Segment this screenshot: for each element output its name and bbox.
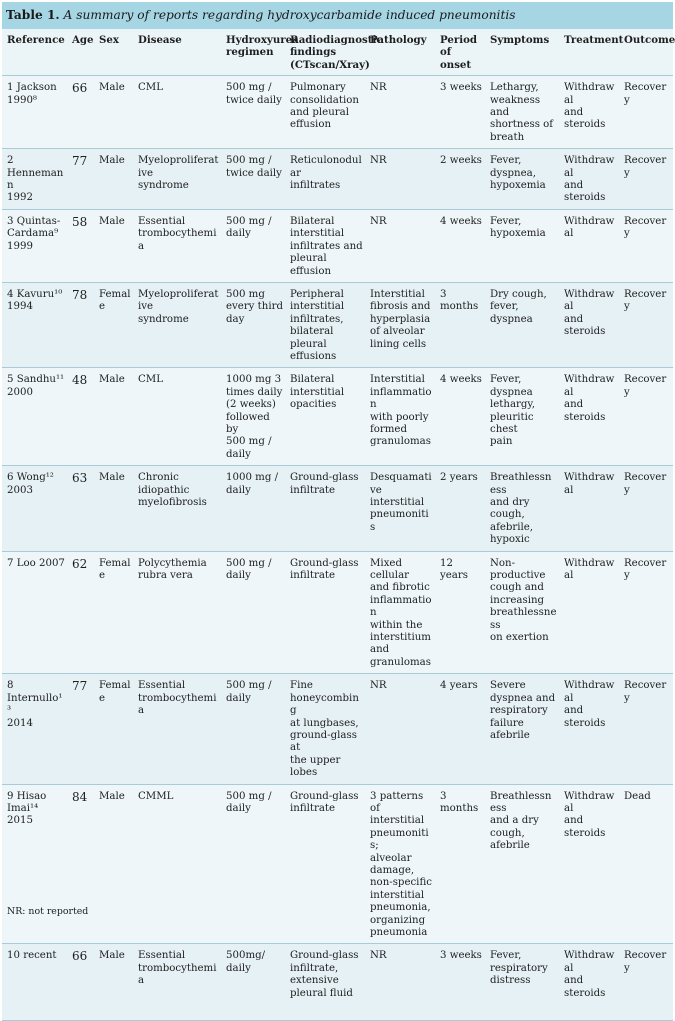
cell-reference: 3 Quintas- Cardama⁹ 1999 [2, 209, 67, 282]
cell-symptoms: Fever, dyspnea, hypoxemia [485, 149, 559, 210]
cell-regimen: 1000 mg 3 times daily (2 weeks) followed by 500 mg / daily [221, 368, 285, 466]
cell-regimen: 500 mg every third day [221, 282, 285, 367]
cell-outcome: Dead [619, 784, 673, 944]
cell-treatment: Withdrawal and steroids [559, 944, 619, 1021]
cell-treatment: Withdrawal and steroids [559, 76, 619, 149]
table-row [2, 209, 673, 282]
table-row [2, 551, 673, 674]
cell-treatment: Withdrawal and steroids [559, 784, 619, 944]
table-row [2, 944, 673, 1021]
cell-sex: Male [94, 209, 133, 282]
cell-sex: Male [94, 784, 133, 944]
cell-regimen: 500 mg / twice daily [221, 149, 285, 210]
cell-reference: 1 Jackson 1990⁸ [2, 76, 67, 149]
col-header-onset: Period of onset [435, 29, 485, 76]
cell-age: 63 [67, 466, 94, 551]
cell-treatment: Withdrawal and steroids [559, 368, 619, 466]
cell-outcome: Recovery [619, 674, 673, 784]
cell-onset: 3 weeks [435, 944, 485, 1021]
cell-sex: Male [94, 368, 133, 466]
cell-disease: Myeloproliferative syndrome [133, 149, 221, 210]
cell-reference: 9 Hisao Imai¹⁴ 2015 [2, 784, 67, 944]
cell-symptoms: Fever, respiratory distress [485, 944, 559, 1021]
cell-onset: 2 weeks [435, 149, 485, 210]
cell-disease: CMML [133, 784, 221, 944]
cell-outcome: Recovery [619, 76, 673, 149]
table-row [2, 674, 673, 784]
cell-outcome: Recovery [619, 551, 673, 674]
cell-age: 78 [67, 282, 94, 367]
summary-table [2, 29, 673, 1021]
cell-treatment: Withdrawal and steroids [559, 674, 619, 784]
cell-disease: Essential trombocythemia [133, 944, 221, 1021]
cell-disease: CML [133, 368, 221, 466]
cell-disease: Chronic idiopathic myelofibrosis [133, 466, 221, 551]
cell-treatment: Withdrawal and steroids [559, 282, 619, 367]
cell-onset: 3 months [435, 282, 485, 367]
cell-onset: 4 years [435, 674, 485, 784]
cell-findings: Bilateral interstitial opacities [285, 368, 365, 466]
cell-age: 77 [67, 674, 94, 784]
cell-outcome: Recovery [619, 368, 673, 466]
cell-findings: Reticulonodular infiltrates [285, 149, 365, 210]
cell-pathology: 3 patterns of interstitial pneumonitis; alveolar damage, non-specific interstitial pneumonia, organizing pneumonia [365, 784, 435, 944]
cell-reference: 10 recent [2, 944, 67, 1021]
cell-sex: Female [94, 674, 133, 784]
col-header-reference: Reference [2, 29, 67, 76]
cell-outcome: Recovery [619, 209, 673, 282]
cell-age: 77 [67, 149, 94, 210]
cell-onset: 3 months [435, 784, 485, 944]
table-label: Table 1. [6, 8, 60, 22]
col-header-outcome: Outcome [619, 29, 673, 76]
table-row [2, 784, 673, 944]
col-header-sex: Sex [94, 29, 133, 76]
cell-pathology: NR [365, 674, 435, 784]
cell-sex: Female [94, 551, 133, 674]
cell-findings: Peripheral interstitial infiltrates, bilateral pleural effusions [285, 282, 365, 367]
cell-onset: 2 years [435, 466, 485, 551]
cell-sex: Male [94, 944, 133, 1021]
cell-reference: 7 Loo 2007 [2, 551, 67, 674]
cell-treatment: Withdrawal [559, 466, 619, 551]
cell-regimen: 500mg/ daily [221, 944, 285, 1021]
cell-onset: 3 weeks [435, 76, 485, 149]
col-header-disease: Disease [133, 29, 221, 76]
cell-symptoms: Dry cough, fever, dyspnea [485, 282, 559, 367]
cell-onset: 4 weeks [435, 368, 485, 466]
cell-outcome: Recovery [619, 149, 673, 210]
cell-onset: 12 years [435, 551, 485, 674]
cell-findings: Pulmonary consolidation and pleural effusion [285, 76, 365, 149]
col-header-pathology: Pathology [365, 29, 435, 76]
cell-reference: 2 Hennemann 1992 [2, 149, 67, 210]
cell-regimen: 500 mg / twice daily [221, 76, 285, 149]
col-header-regimen: Hydroxyurea regimen [221, 29, 285, 76]
cell-treatment: Withdrawal [559, 209, 619, 282]
cell-disease: Myeloproliferative syndrome [133, 282, 221, 367]
cell-outcome: Recovery [619, 466, 673, 551]
cell-symptoms: Severe dyspnea and respiratory failure afebrile [485, 674, 559, 784]
cell-findings: Ground-glass infiltrate [285, 551, 365, 674]
cell-symptoms: Lethargy, weakness and shortness of breath [485, 76, 559, 149]
header-row [2, 29, 673, 76]
cell-reference: 6 Wong¹² 2003 [2, 466, 67, 551]
cell-sex: Male [94, 466, 133, 551]
table-row [2, 76, 673, 149]
cell-sex: Female [94, 282, 133, 367]
cell-findings: Fine honeycombing at lungbases, ground-glass at the upper lobes [285, 674, 365, 784]
cell-pathology: NR [365, 944, 435, 1021]
table-footnote: NR: not reported [7, 906, 89, 917]
table-row [2, 282, 673, 367]
cell-findings: Ground-glass infiltrate [285, 784, 365, 944]
col-header-age: Age [67, 29, 94, 76]
cell-regimen: 1000 mg / daily [221, 466, 285, 551]
cell-findings: Bilateral interstitial infiltrates and pleural effusion [285, 209, 365, 282]
cell-symptoms: Fever, dyspnea lethargy, pleuritic chest pain [485, 368, 559, 466]
cell-findings: Ground-glass infiltrate, extensive pleural fluid [285, 944, 365, 1021]
cell-pathology: Interstitial fibrosis and hyperplasia of alveolar lining cells [365, 282, 435, 367]
cell-pathology: Interstitial inflammation with poorly formed granulomas [365, 368, 435, 466]
cell-findings: Ground-glass infiltrate [285, 466, 365, 551]
col-header-treatment: Treatment [559, 29, 619, 76]
cell-age: 62 [67, 551, 94, 674]
cell-regimen: 500 mg / daily [221, 551, 285, 674]
cell-age: 84 [67, 784, 94, 944]
cell-disease: CML [133, 76, 221, 149]
cell-outcome: Recovery [619, 282, 673, 367]
cell-regimen: 500 mg / daily [221, 209, 285, 282]
col-header-findings: Radiodiagnostic findings (CTscan/Xray) [285, 29, 365, 76]
cell-regimen: 500 mg / daily [221, 674, 285, 784]
table-body [2, 76, 673, 1021]
col-header-symptoms: Symptoms [485, 29, 559, 76]
cell-symptoms: Non- productive cough and increasing breathlessness on exertion [485, 551, 559, 674]
cell-pathology: Desquamative interstitial pneumonitis [365, 466, 435, 551]
table-caption [2, 2, 673, 29]
cell-reference: 5 Sandhu¹¹ 2000 [2, 368, 67, 466]
cell-age: 48 [67, 368, 94, 466]
cell-regimen: 500 mg / daily [221, 784, 285, 944]
cell-pathology: NR [365, 76, 435, 149]
cell-age: 66 [67, 76, 94, 149]
cell-disease: Essential trombocythemia [133, 209, 221, 282]
table-figure [2, 2, 675, 999]
cell-sex: Male [94, 149, 133, 210]
cell-disease: Polycythemia rubra vera [133, 551, 221, 674]
cell-age: 58 [67, 209, 94, 282]
cell-reference: 8 Internullo¹³ 2014 [2, 674, 67, 784]
table-row [2, 149, 673, 210]
cell-sex: Male [94, 76, 133, 149]
cell-treatment: Withdrawal and steroids [559, 149, 619, 210]
table-row [2, 466, 673, 551]
cell-pathology: Mixed cellular and fibrotic inflammation within the interstitium and granulomas [365, 551, 435, 674]
cell-symptoms: Breathlessness and dry cough, afebrile, hypoxic [485, 466, 559, 551]
table-title: A summary of reports regarding hydroxycarbamide induced pneumonitis [63, 8, 516, 22]
cell-symptoms: Fever, hypoxemia [485, 209, 559, 282]
cell-outcome: Recovery [619, 944, 673, 1021]
cell-age: 66 [67, 944, 94, 1021]
cell-treatment: Withdrawal [559, 551, 619, 674]
cell-pathology: NR [365, 149, 435, 210]
cell-symptoms: Breathlessness and a dry cough, afebrile [485, 784, 559, 944]
cell-reference: 4 Kavuru¹⁰ 1994 [2, 282, 67, 367]
table-row [2, 368, 673, 466]
cell-pathology: NR [365, 209, 435, 282]
cell-onset: 4 weeks [435, 209, 485, 282]
cell-disease: Essential trombocythemia [133, 674, 221, 784]
